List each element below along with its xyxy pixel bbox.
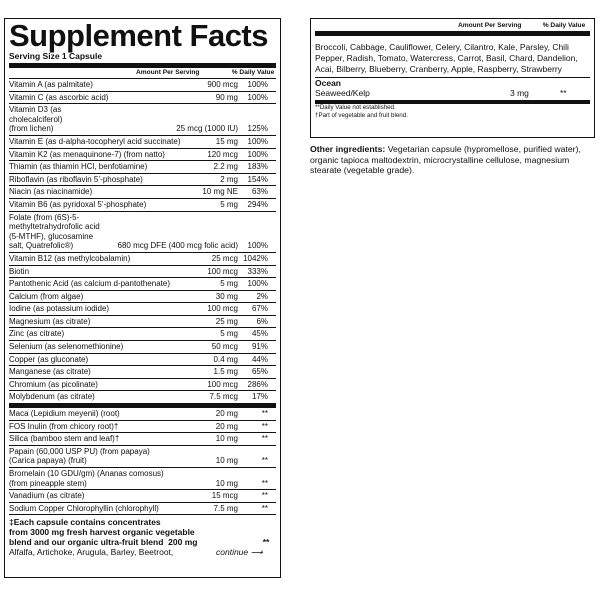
table-row [9, 503, 276, 516]
table-row [9, 391, 276, 404]
row-dv: ** [261, 456, 268, 466]
row-dv: 65% [251, 367, 268, 377]
row-name: Bromelain (10 GDU/gm) (Ananas comosus) (from pineapple stem) [9, 469, 164, 488]
row-name: Pantothenic Acid (as calcium d-pantothenate) [9, 279, 170, 289]
continue-text: continue [216, 547, 249, 558]
row-amount: 30 mg [215, 291, 238, 301]
table-row [9, 421, 276, 434]
other-ingredients [310, 144, 598, 176]
continue-label [216, 547, 276, 558]
blend-ingredients: Alfalfa, Artichoke, Arugula, Barley, Beetroot, [9, 547, 174, 558]
row-name: Vitamin B12 (as methylcobalamin) [9, 253, 131, 263]
table-row [9, 266, 276, 279]
row-amount: 10 mg [215, 434, 238, 444]
row-dv: 6% [256, 316, 268, 326]
row-dv: 125% [247, 124, 268, 134]
row-name: Vitamin A (as palmitate) [9, 80, 93, 89]
blend-line: ‡Each capsule contains concentrates [9, 517, 161, 528]
blend-note [9, 515, 276, 547]
row-amount: 680 mcg DFE (400 mcg folic acid) [117, 241, 238, 251]
row-name: Chromium (as picolinate) [9, 379, 98, 389]
blend-dv: ** [262, 537, 270, 548]
row-name: FOS Inulin (from chicory root)† [9, 421, 119, 431]
row-amount: 25 mcg (1000 IU) [176, 124, 238, 134]
row-amount: 90 mg [215, 92, 238, 102]
supplement-facts-continued-panel [310, 18, 595, 138]
dv-header: % Daily Value [542, 22, 586, 29]
row-dv: 63% [251, 187, 268, 197]
row-dv: 17% [251, 392, 268, 402]
table-row [9, 149, 276, 162]
blend-continued [9, 547, 276, 558]
amount-header: Amount Per Serving [136, 69, 200, 76]
row-dv: 2% [256, 291, 268, 301]
row-amount: 5 mg [220, 279, 238, 289]
row-amount: 7.5 mcg [209, 392, 238, 402]
ocean-row [315, 88, 590, 104]
row-dv: 183% [247, 162, 268, 172]
row-amount: 10 mg [215, 456, 238, 466]
table-row [9, 278, 276, 291]
row-dv: ** [261, 434, 268, 444]
table-row [9, 379, 276, 392]
table-row [9, 490, 276, 503]
row-name: Magnesium (as citrate) [9, 316, 91, 326]
row-amount: 25 mcg [211, 253, 238, 263]
row-amount: 50 mcg [211, 342, 238, 352]
row-name: Vanadium (as citrate) [9, 491, 85, 501]
blend-line: from 3000 mg fresh harvest organic vegetable [9, 527, 195, 538]
row-amount: 15 mg [215, 136, 238, 146]
row-name: Copper (as gluconate) [9, 354, 89, 364]
arrow-right-icon: ⟶ [250, 547, 263, 558]
row-name: Biotin [9, 266, 30, 276]
table-row [9, 174, 276, 187]
row-dv: ** [261, 421, 268, 431]
table-row [9, 161, 276, 174]
row-dv: 100% [247, 241, 268, 251]
row-name: Maca (Lepidium meyenii) (root) [9, 409, 120, 419]
table-row [9, 291, 276, 304]
table-row [9, 186, 276, 199]
row-name: Selenium (as selenomethionine) [9, 342, 124, 352]
row-amount: 10 mg NE [202, 187, 238, 197]
other-ingredients-label: Other ingredients: [310, 144, 386, 154]
row-dv: ** [261, 409, 268, 419]
row-amount: 20 mg [215, 409, 238, 419]
row-name: Vitamin E (as d-alpha-tocopheryl acid succinate) [9, 136, 181, 146]
table-row [9, 136, 276, 149]
serving-size: Serving Size 1 Capsule [9, 51, 276, 68]
other-ingredients-text: Vegetarian capsule (hypromellose, purified water), organic tapioca maltodextrin, microcrystalline cellulose, magnesium stearate (vegetable grade). [310, 144, 581, 175]
row-name: Thiamin (as thiamin HCl, benfotiamine) [9, 162, 148, 172]
table-row [9, 328, 276, 341]
blend-line-text [9, 537, 256, 547]
row-name: Vitamin D3 (as cholecalciferol) (from lichen) [9, 105, 63, 134]
ocean-dv: ** [560, 88, 567, 98]
row-amount: 2.2 mg [213, 162, 238, 172]
row-name: Papain (60,000 USP PU) (from papaya) (Carica papaya) (fruit) [9, 446, 150, 466]
blend-ingredients-continued: Broccoli, Cabbage, Cauliflower, Celery, Cilantro, Kale, Parsley, Chili Pepper, Radish, Tomato, Watercress, Carrot, Basil, Chard, Dandelion, Acai, Bilberry, Blueberry, Cranberry, Apple, Raspberry, Strawberry [315, 36, 590, 78]
row-name: Iodine (as potassium iodide) [9, 304, 110, 314]
table-row [9, 354, 276, 367]
panel-title: Supplement Facts [9, 18, 268, 53]
table-row [9, 104, 276, 136]
row-dv: 333% [247, 266, 268, 276]
row-dv: 100% [247, 279, 268, 289]
row-name: Vitamin C (as ascorbic acid) [9, 92, 109, 102]
row-amount: 0.4 mg [213, 354, 238, 364]
table-row [9, 212, 276, 253]
row-name: Manganese (as citrate) [9, 367, 91, 377]
row-name: Sodium Copper Chlorophyllin (chlorophyll) [9, 503, 159, 513]
table-row [9, 199, 276, 212]
row-name: Folate (from (6S)-5-methyltetrahydrofolic acid (5-MTHF), glucosamine salt, Quatrefolic®) [9, 212, 100, 251]
row-dv: 44% [251, 354, 268, 364]
ocean-amount: 3 mg [510, 88, 529, 98]
row-amount: 100 mcg [207, 266, 238, 276]
footnote: **Daily Value not established. [315, 104, 396, 111]
table-row [9, 79, 276, 92]
row-name: Vitamin B6 (as pyridoxal 5’-phosphate) [9, 199, 147, 209]
table-row [9, 303, 276, 316]
table-row [9, 468, 276, 490]
table-row [9, 408, 276, 421]
row-dv: 45% [251, 329, 268, 339]
row-dv: 67% [251, 304, 268, 314]
other-list [9, 404, 276, 515]
row-amount: 25 mg [215, 316, 238, 326]
row-amount: 100 mcg [207, 379, 238, 389]
row-dv: 286% [247, 379, 268, 389]
dv-header: % Daily Value [231, 69, 275, 76]
table-row [9, 433, 276, 446]
row-dv: ** [261, 503, 268, 513]
row-dv: 294% [247, 199, 268, 209]
row-dv: ** [261, 491, 268, 501]
nutrient-list [9, 79, 276, 404]
table-row [9, 92, 276, 105]
blend-amount: 200 mg [168, 537, 198, 548]
table-row [9, 446, 276, 468]
row-dv: ** [261, 478, 268, 488]
row-name: Zinc (as citrate) [9, 329, 65, 339]
table-row [9, 341, 276, 354]
table-row [9, 253, 276, 266]
column-header [315, 19, 590, 36]
row-amount: 7.5 mg [213, 503, 238, 513]
row-name: Calcium (from algae) [9, 291, 84, 301]
ocean-heading: Ocean [315, 78, 341, 88]
row-amount: 2 mg [220, 174, 238, 184]
row-dv: 100% [247, 80, 268, 89]
row-name: Riboflavin (as riboflavin 5’-phosphate) [9, 174, 143, 184]
row-dv: 100% [247, 92, 268, 102]
amount-header: Amount Per Serving [458, 22, 522, 29]
table-row [9, 366, 276, 379]
row-amount: 120 mcg [207, 149, 238, 159]
row-amount: 5 mg [220, 329, 238, 339]
row-name: Silica (bamboo stem and leaf)† [9, 434, 120, 444]
row-dv: 154% [247, 174, 268, 184]
row-amount: 5 mg [220, 199, 238, 209]
blend-line3: blend and our organic ultra-fruit blend [9, 537, 164, 548]
column-header [9, 68, 276, 79]
row-dv: 1042% [243, 253, 268, 263]
row-amount: 10 mg [215, 478, 238, 488]
row-amount: 20 mg [215, 421, 238, 431]
table-row [9, 316, 276, 329]
row-amount: 15 mcg [211, 491, 238, 501]
row-amount: 100 mcg [207, 304, 238, 314]
row-name: Vitamin K2 (as menaquinone-7) (from natto) [9, 149, 165, 159]
row-name: Molybdenum (as citrate) [9, 392, 95, 402]
blend-line [9, 537, 276, 547]
row-name: Niacin (as niacinamide) [9, 187, 93, 197]
row-amount: 1.5 mg [213, 367, 238, 377]
ocean-name: Seaweed/Kelp [315, 88, 370, 98]
row-amount: 900 mcg [207, 80, 238, 89]
row-dv: 91% [251, 342, 268, 352]
row-dv: 100% [247, 149, 268, 159]
footnote: †Part of vegetable and fruit blend. [315, 112, 408, 119]
row-dv: 100% [247, 136, 268, 146]
supplement-facts-panel [4, 18, 281, 578]
